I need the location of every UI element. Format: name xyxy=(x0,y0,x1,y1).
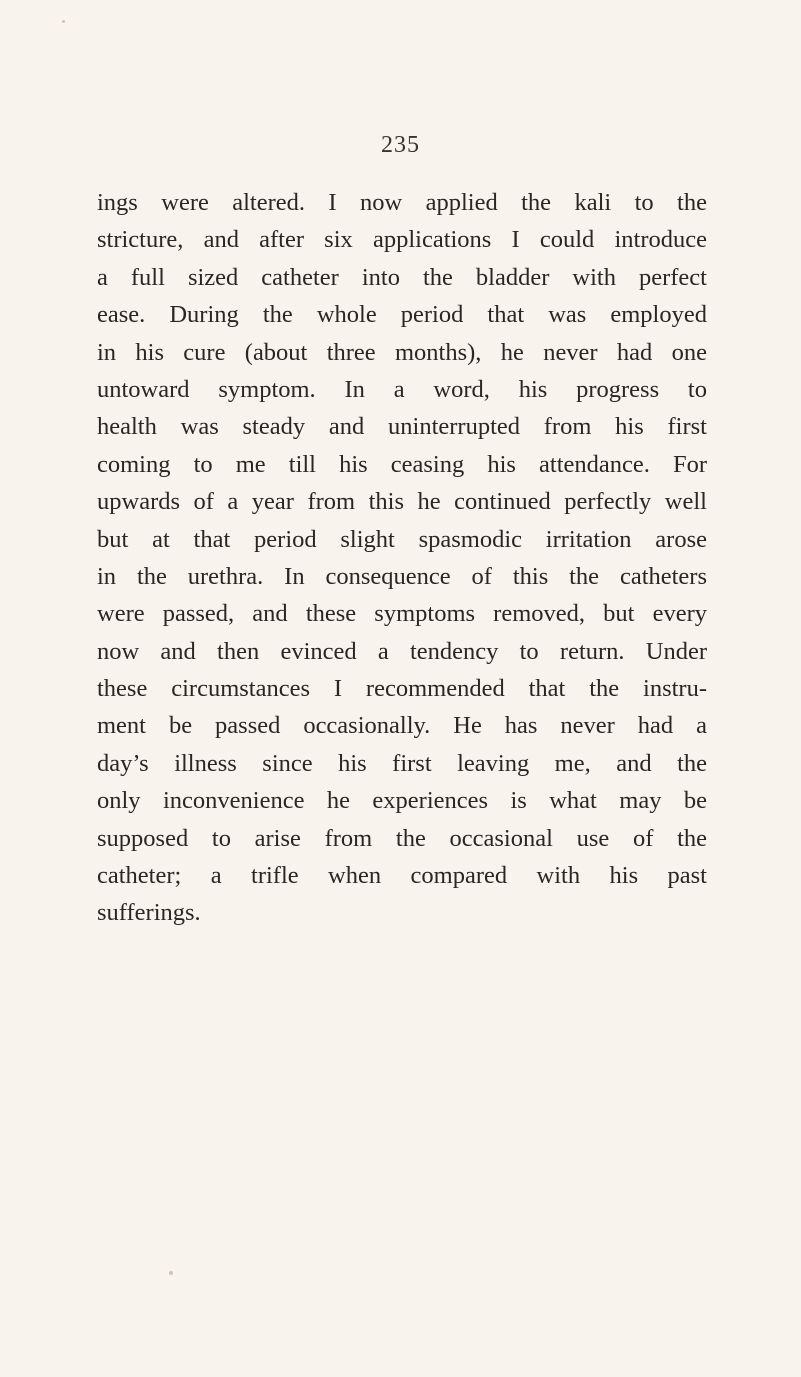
text-line: upwards of a year from this he continued perfectly well xyxy=(97,488,707,516)
text-line: now and then evinced a tendency to return. Under xyxy=(97,637,707,665)
text-line: in his cure (about three months), he never had one xyxy=(97,338,707,366)
text-line: health was steady and uninterrupted from his first xyxy=(97,413,707,441)
text-line: ment be passed occasionally. He has never had a xyxy=(97,712,707,740)
text-line: catheter; a trifle when compared with his past xyxy=(97,862,707,890)
text-line: these circumstances I recommended that the instru- xyxy=(97,675,707,703)
paper-speck xyxy=(169,1271,173,1275)
text-line: ings were altered. I now applied the kali to the xyxy=(97,189,707,216)
text-line: untoward symptom. In a word, his progress to xyxy=(97,375,707,403)
text-line: a full sized catheter into the bladder with perfect xyxy=(97,263,707,291)
text-line: sufferings. xyxy=(97,899,201,927)
paper-speck xyxy=(62,20,65,23)
text-line: supposed to arise from the occasional use of the xyxy=(97,824,707,852)
text-line: in the urethra. In consequence of this the catheters xyxy=(97,562,707,590)
body-paragraph xyxy=(97,184,707,932)
text-line: day’s illness since his first leaving me, and the xyxy=(97,749,707,777)
text-line: only inconvenience he experiences is what may be xyxy=(97,787,707,815)
text-line: stricture, and after six applications I could introduce xyxy=(97,226,707,254)
text-line: but at that period slight spasmodic irritation arose xyxy=(97,525,707,553)
text-line: coming to me till his ceasing his attendance. For xyxy=(97,450,707,478)
text-line: ease. During the whole period that was employed xyxy=(97,301,707,329)
page-number: 235 xyxy=(381,132,420,158)
text-line: were passed, and these symptoms removed, but every xyxy=(97,600,707,628)
